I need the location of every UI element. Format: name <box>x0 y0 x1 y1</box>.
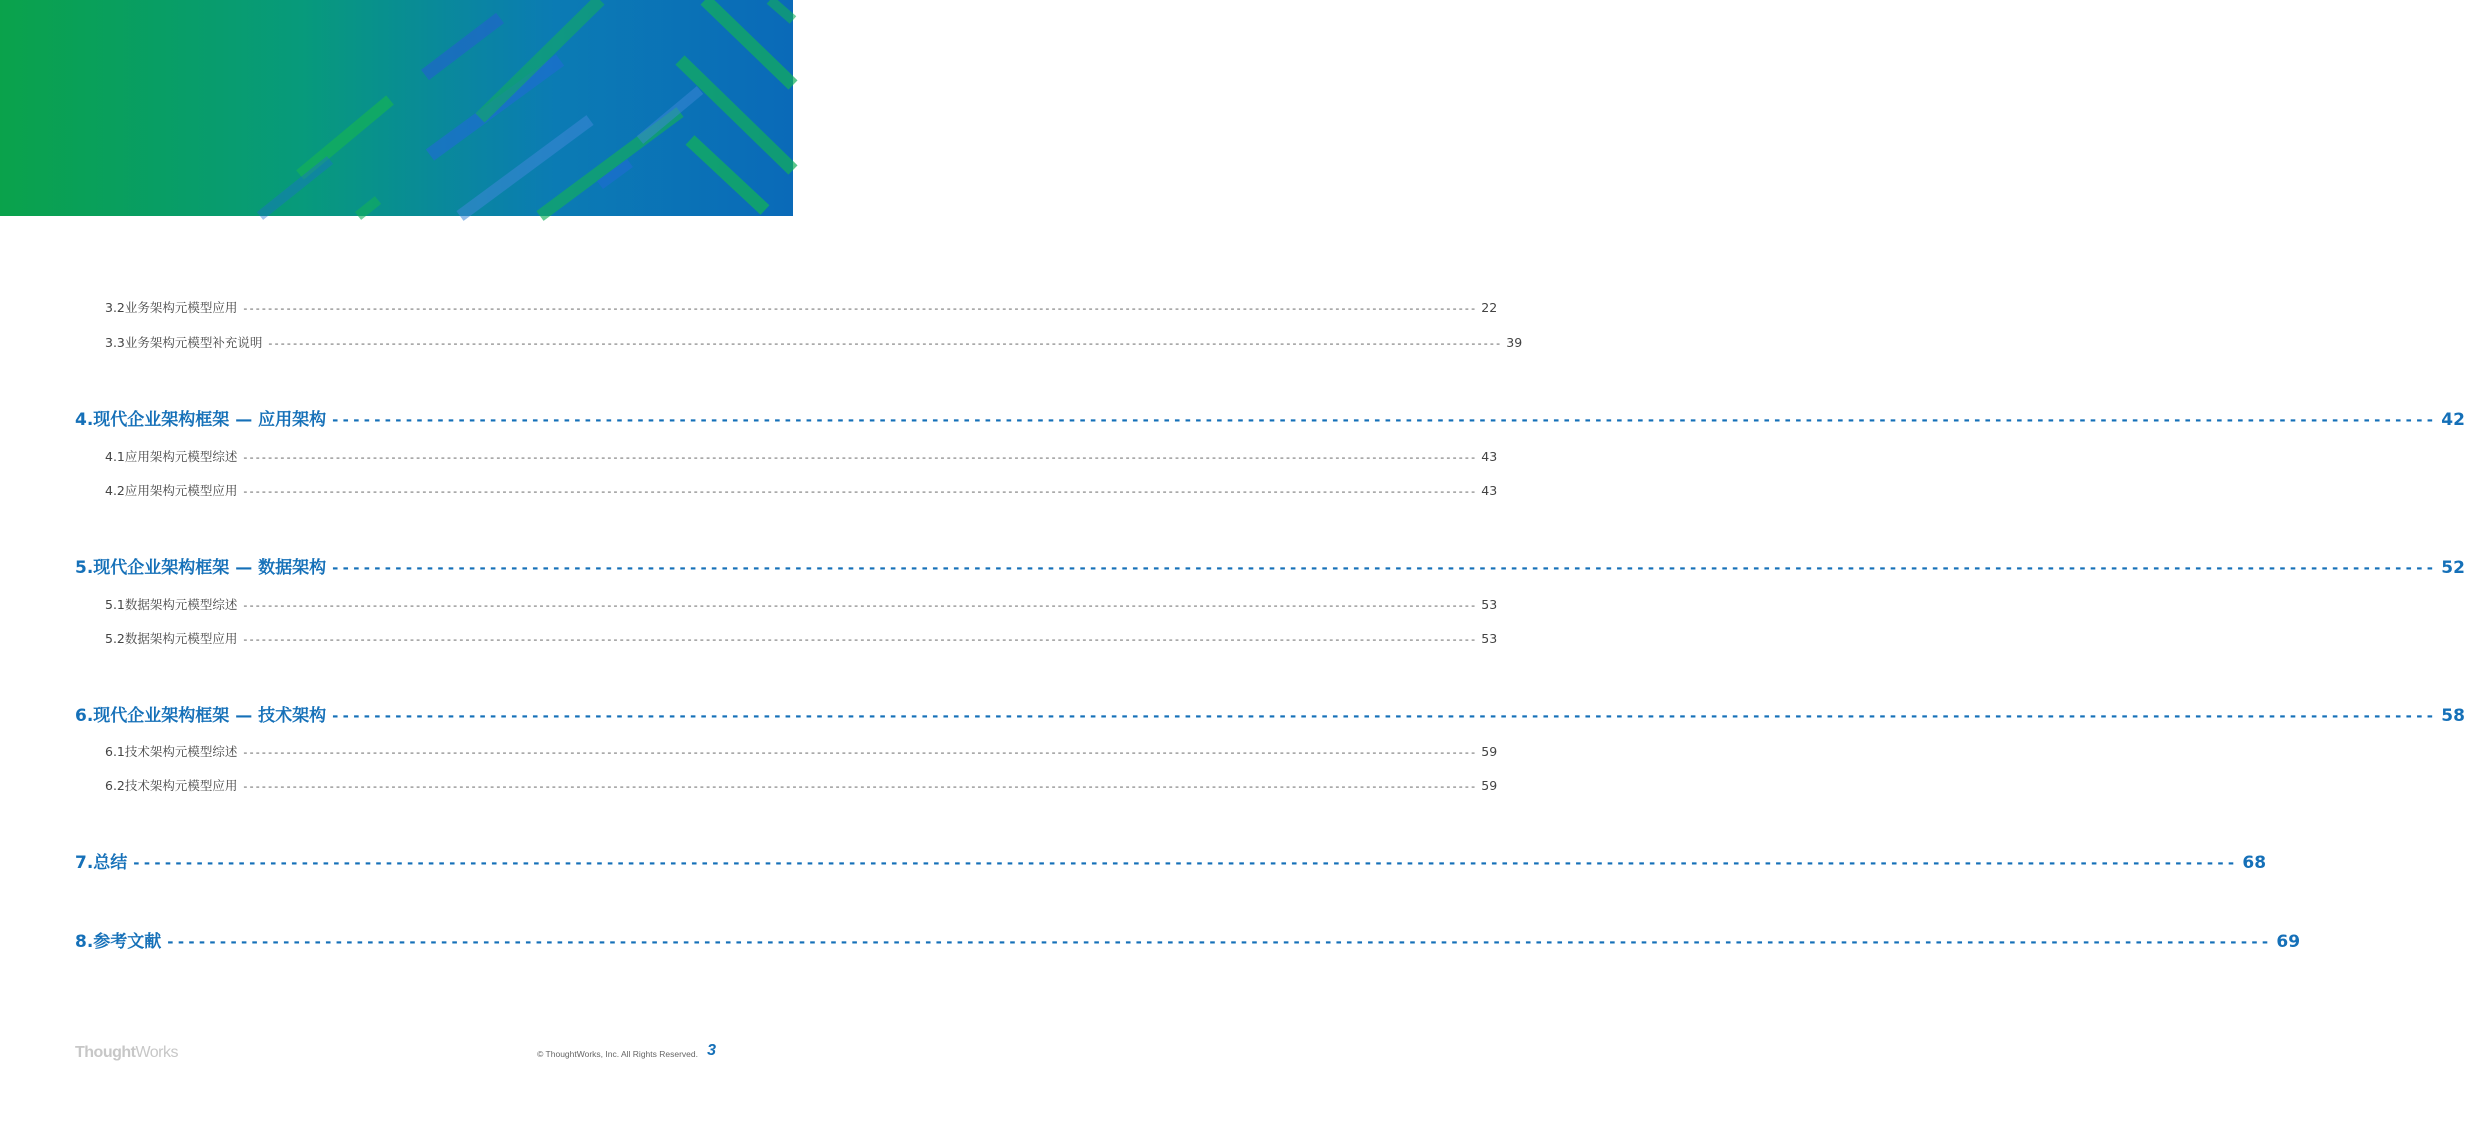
toc-entry-page: 53 <box>1481 597 1498 612</box>
toc-chapter-row[interactable] <box>0 405 2465 430</box>
toc-entry-number: 4. <box>75 410 94 430</box>
toc-section-row[interactable] <box>0 333 1523 351</box>
toc-entry-page: 43 <box>1481 483 1498 498</box>
toc-entry-number: 4.1 <box>105 449 125 464</box>
toc-entry-title: 现代企业架构框架 — 技术架构 <box>93 706 327 726</box>
toc-entry-number: 6.2 <box>105 778 125 793</box>
toc-chapter-row[interactable] <box>0 701 2465 726</box>
toc-entry-title: 技术架构元模型应用 <box>124 778 238 793</box>
toc-dot-leader: -------------------------------------------------------------------------------------------------------------------------------------------------------------------------------------------------------- <box>243 599 1478 612</box>
toc-entry-page: 52 <box>2441 558 2465 578</box>
toc-dot-leader: -------------------------------------------------------------------------------------------------------------------------------------------------------------------------------------------------------- <box>243 780 1478 793</box>
toc-entry-title: 参考文献 <box>93 932 162 952</box>
toc-chapter-row[interactable] <box>0 553 2465 578</box>
toc-entry-title: 总结 <box>93 853 128 873</box>
toc-dot-leader: -------------------------------------------------------------------------------------------------------------------------------------------------------------------------------------------------------- <box>243 633 1478 646</box>
banner-stripes-graphic <box>0 0 793 216</box>
toc-entry-number: 8. <box>75 932 94 952</box>
toc-entry-number: 3.3 <box>105 335 125 350</box>
toc-entry-page: 42 <box>2441 410 2465 430</box>
toc-entry-title: 现代企业架构框架 — 数据架构 <box>93 558 327 578</box>
header-banner <box>0 0 793 216</box>
toc-entry-page: 59 <box>1481 744 1498 759</box>
toc-entry-number: 5.1 <box>105 597 125 612</box>
toc-entry-title: 业务架构元模型应用 <box>124 300 238 315</box>
toc-entry-page: 43 <box>1481 449 1498 464</box>
toc-entry-page: 22 <box>1481 300 1498 315</box>
toc-section-row[interactable] <box>0 447 1498 465</box>
toc-entry-number: 6.1 <box>105 744 125 759</box>
copyright-notice: © ThoughtWorks, Inc. All Rights Reserved. <box>537 1049 698 1059</box>
logo-text-light: Works <box>135 1044 179 1061</box>
toc-dot-leader: -------------------------------------------------------------------------------------------------------------------------------------------------------------------------------------------------------- <box>243 302 1478 315</box>
toc-dot-leader: -------------------------------------------------------------------------------------------------------------------------------------------------------------------------------------------------------- <box>133 854 2239 872</box>
toc-dot-leader: -------------------------------------------------------------------------------------------------------------------------------------------------------------------------------------------------------- <box>268 337 1503 350</box>
toc-dot-leader: -------------------------------------------------------------------------------------------------------------------------------------------------------------------------------------------------------- <box>243 451 1478 464</box>
toc-entry-page: 39 <box>1506 335 1523 350</box>
toc-entry-number: 7. <box>75 853 94 873</box>
toc-entry-page: 68 <box>2242 853 2267 873</box>
toc-section-row[interactable] <box>0 298 1498 316</box>
logo-text-bold: Thought <box>75 1044 136 1061</box>
toc-entry-page: 53 <box>1481 631 1498 646</box>
toc-chapter-row[interactable] <box>0 927 2301 952</box>
toc-entry-title: 应用架构元模型综述 <box>124 449 238 464</box>
toc-entry-page: 69 <box>2276 932 2301 952</box>
toc-entry-title: 技术架构元模型综述 <box>124 744 238 759</box>
toc-entry-title: 应用架构元模型应用 <box>124 483 238 498</box>
toc-section-row[interactable] <box>0 776 1498 794</box>
toc-dot-leader: -------------------------------------------------------------------------------------------------------------------------------------------------------------------------------------------------------- <box>332 707 2438 725</box>
toc-section-row[interactable] <box>0 481 1498 499</box>
toc-entry-number: 4.2 <box>105 483 125 498</box>
toc-entry-number: 3.2 <box>105 300 125 315</box>
toc-dot-leader: -------------------------------------------------------------------------------------------------------------------------------------------------------------------------------------------------------- <box>243 485 1478 498</box>
toc-entry-number: 5.2 <box>105 631 125 646</box>
toc-entry-title: 业务架构元模型补充说明 <box>124 335 263 350</box>
toc-entry-title: 数据架构元模型综述 <box>124 597 238 612</box>
toc-entry-title: 数据架构元模型应用 <box>124 631 238 646</box>
toc-section-row[interactable] <box>0 595 1498 613</box>
toc-dot-leader: -------------------------------------------------------------------------------------------------------------------------------------------------------------------------------------------------------- <box>243 746 1478 759</box>
toc-entry-number: 6. <box>75 706 94 726</box>
toc-dot-leader: -------------------------------------------------------------------------------------------------------------------------------------------------------------------------------------------------------- <box>332 411 2438 429</box>
toc-section-row[interactable] <box>0 629 1498 647</box>
toc-entry-title: 现代企业架构框架 — 应用架构 <box>93 410 327 430</box>
toc-section-row[interactable] <box>0 742 1498 760</box>
thoughtworks-logo <box>75 1044 178 1062</box>
toc-dot-leader: -------------------------------------------------------------------------------------------------------------------------------------------------------------------------------------------------------- <box>332 559 2438 577</box>
toc-entry-page: 59 <box>1481 778 1498 793</box>
toc-dot-leader: -------------------------------------------------------------------------------------------------------------------------------------------------------------------------------------------------------- <box>167 933 2273 951</box>
toc-entry-page: 58 <box>2441 706 2465 726</box>
toc-entry-number: 5. <box>75 558 94 578</box>
page-number: 3 <box>707 1042 716 1059</box>
toc-chapter-row[interactable] <box>0 848 2267 873</box>
